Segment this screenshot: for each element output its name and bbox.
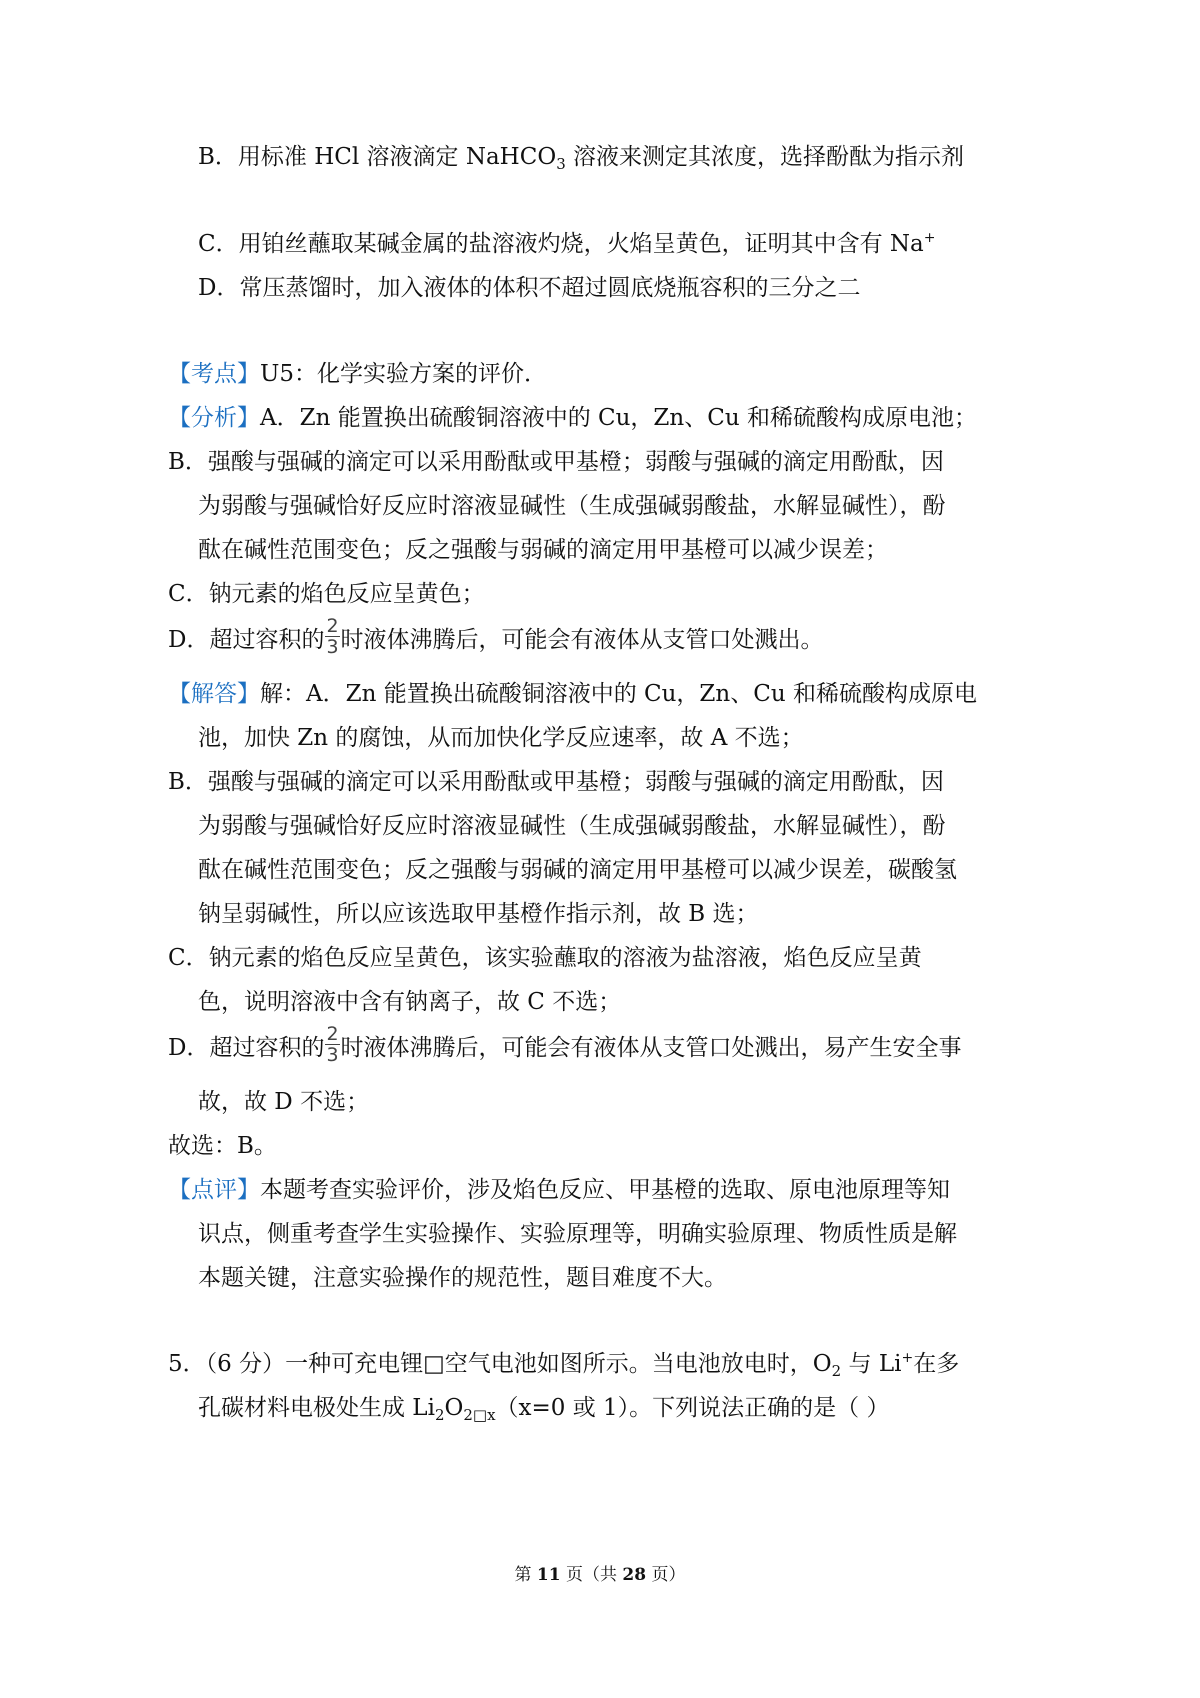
question-5-line2: 孔碳材料电极处生成 $Li_2O_{2□x}(x=0$ 或 1）。下列说法正确的是（ ） — [198, 1395, 890, 1424]
fenxi-d: D．超过容积的 $\frac{2}{3}$ 时液体沸腾后，可能会有液体从支管口处溅出。 — [168, 614, 824, 658]
jieda-b4: 钠呈弱碱性，所以应该选取甲基橙作指示剂，故 B 选； — [198, 901, 759, 927]
jieda-d2: 故，故 D 不选； — [198, 1089, 370, 1115]
dianping-tag: 【点评】 — [168, 1177, 260, 1203]
dianping-l1: 【点评】本题考查实验评价，涉及焰色反应、甲基橙的选取、原电池原理等知 — [168, 1177, 950, 1203]
kaodian-tag: 【考点】 — [168, 361, 260, 387]
page-footer: 第 11 页（共 28 页） — [514, 1565, 686, 1585]
fenxi-tag: 【分析】 — [168, 405, 260, 431]
jieda-b2: 为弱酸与强碱恰好反应时溶液显碱性（生成强碱弱酸盐，水解显碱性），酚 — [198, 813, 946, 839]
page-number: 11 — [536, 1565, 561, 1585]
kaodian-section: 【考点】U5：化学实验方案的评价． — [168, 361, 548, 387]
option-c: C．用铂丝蘸取某碱金属的盐溶液灼烧，火焰呈黄色，证明其中含有 Na+ — [198, 230, 936, 257]
jieda-d1: D．超过容积的 $\frac{2}{3}$ 时液体沸腾后，可能会有液体从支管口处溅出，易产生安全事 — [168, 1022, 962, 1066]
fenxi-b3: 酞在碱性范围变色；反之强酸与弱碱的滴定用甲基橙可以减少误差； — [198, 537, 888, 563]
fenxi-b2: 为弱酸与强碱恰好反应时溶液显碱性（生成强碱弱酸盐，水解显碱性），酚 — [198, 493, 946, 519]
jieda-c1: C．钠元素的焰色反应呈黄色，该实验蘸取的溶液为盐溶液，焰色反应呈黄 — [168, 945, 922, 971]
fraction-two-thirds: $\frac{2}{3}$ — [326, 614, 339, 658]
dianping-l3: 本题关键，注意实验操作的规范性，题目难度不大。 — [198, 1265, 727, 1291]
jieda-answer: 故选：B。 — [168, 1133, 277, 1159]
fenxi-b1: B．强酸与强碱的滴定可以采用酚酞或甲基橙；弱酸与强碱的滴定用酚酞，因 — [168, 449, 944, 475]
jieda-c2: 色，说明溶液中含有钠离子，故 C 不选； — [198, 989, 622, 1015]
question-5-line1: 5．（6 分）一种可充电锂□空气电池如图所示。当电池放电时，$O_2$ 与 Li+在多 — [168, 1350, 960, 1380]
fenxi-c: C．钠元素的焰色反应呈黄色； — [168, 581, 485, 607]
jieda-b1: B．强酸与强碱的滴定可以采用酚酞或甲基橙；弱酸与强碱的滴定用酚酞，因 — [168, 769, 944, 795]
jieda-tag: 【解答】 — [168, 681, 260, 707]
option-b: B．用标准 HCl 溶液滴定 NaHCO$_3$ 溶液来测定其浓度，选择酚酞为指示剂 — [198, 144, 965, 173]
dianping-l2: 识点，侧重考查学生实验操作、实验原理等，明确实验原理、物质性质是解 — [198, 1221, 957, 1247]
jieda-b3: 酞在碱性范围变色；反之强酸与弱碱的滴定用甲基橙可以减少误差，碳酸氢 — [198, 857, 957, 883]
option-d: D．常压蒸馏时，加入液体的体积不超过圆底烧瓶容积的三分之二 — [198, 275, 861, 301]
fraction-two-thirds: $\frac{2}{3}$ — [326, 1022, 339, 1066]
page-total: 28 — [622, 1565, 647, 1585]
jieda-a2: 池，加快 Zn 的腐蚀，从而加快化学反应速率，故 A 不选； — [198, 725, 804, 751]
fenxi-a: 【分析】A．Zn 能置换出硫酸铜溶液中的 Cu，Zn、Cu 和稀硫酸构成原电池； — [168, 405, 977, 431]
jieda-a1: 【解答】解：A．Zn 能置换出硫酸铜溶液中的 Cu，Zn、Cu 和稀硫酸构成原电 — [168, 681, 977, 707]
